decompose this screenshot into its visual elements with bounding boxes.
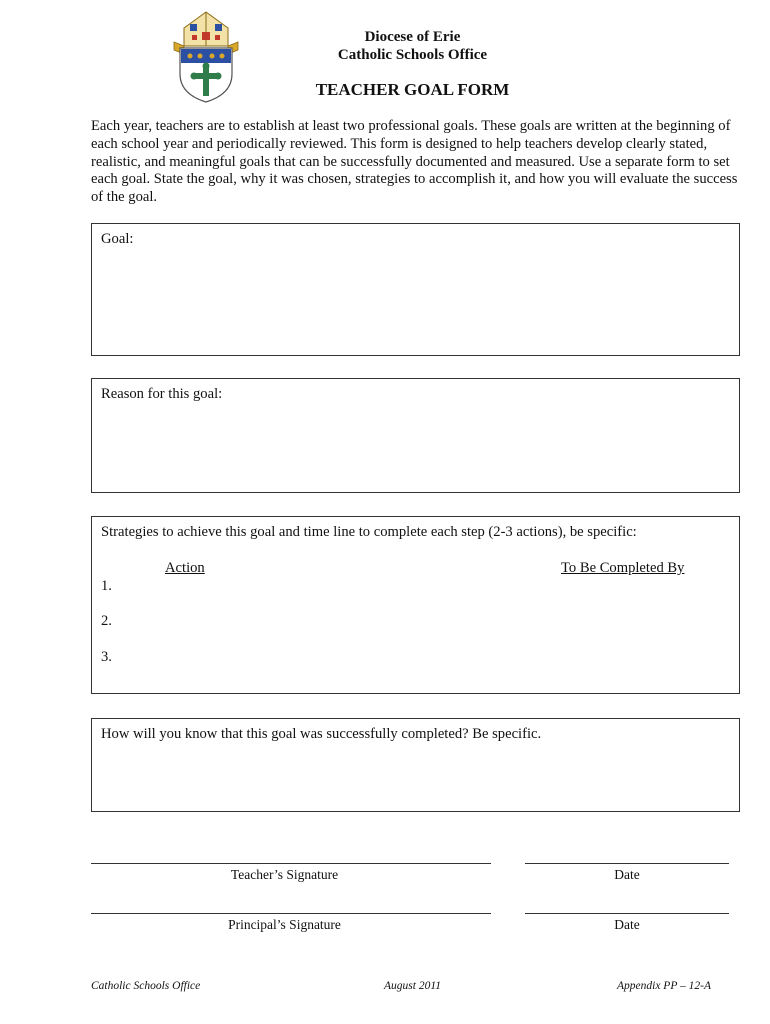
strategies-label: Strategies to achieve this goal and time line to complete each step (2-3 actions), be specific: — [101, 524, 637, 540]
evaluation-field[interactable] — [91, 718, 740, 812]
reason-label: Reason for this goal: — [101, 386, 223, 402]
org-name-line2: Catholic Schools Office — [337, 47, 488, 63]
goal-label: Goal: — [101, 231, 134, 247]
principal-date-line[interactable] — [525, 913, 729, 914]
principal-signature-line[interactable] — [91, 913, 491, 914]
action-column-header: Action — [165, 560, 205, 576]
footer-office: Catholic Schools Office — [91, 980, 201, 992]
teacher-date-label: Date — [614, 867, 640, 882]
principal-date-label: Date — [614, 917, 640, 932]
reason-field[interactable] — [91, 378, 740, 493]
teacher-date-line[interactable] — [525, 863, 729, 864]
intro-paragraph: Each year, teachers are to establish at least two professional goals. These goals are written at the beginning of each school year and periodically reviewed. This form is designed to help teachers develop clearly stated, realistic, and meaningful goals that can be successfully documented and measured. Use a separate form to set each goal. State the goal, why it was chosen, strategies to accomplish it, and how you will evaluate the success of the goal. — [91, 118, 738, 206]
completed-by-column-header: To Be Completed By — [561, 560, 685, 576]
strategies-section — [91, 516, 740, 694]
form-title: TEACHER GOAL FORM — [315, 80, 510, 99]
org-name-line1: Diocese of Erie — [364, 29, 461, 45]
strategy-row-3[interactable]: 3. — [101, 649, 112, 665]
teacher-signature-label: Teacher’s Signature — [230, 867, 339, 882]
teacher-signature-line[interactable] — [91, 863, 491, 864]
footer-date: August 2011 — [384, 980, 441, 992]
goal-field[interactable] — [91, 223, 740, 356]
evaluation-label: How will you know that this goal was successfully completed? Be specific. — [101, 726, 542, 742]
principal-signature-label: Principal’s Signature — [228, 917, 341, 932]
strategy-row-1[interactable]: 1. — [101, 578, 112, 594]
footer-appendix: Appendix PP – 12-A — [617, 980, 711, 992]
strategy-row-2[interactable]: 2. — [101, 613, 112, 629]
